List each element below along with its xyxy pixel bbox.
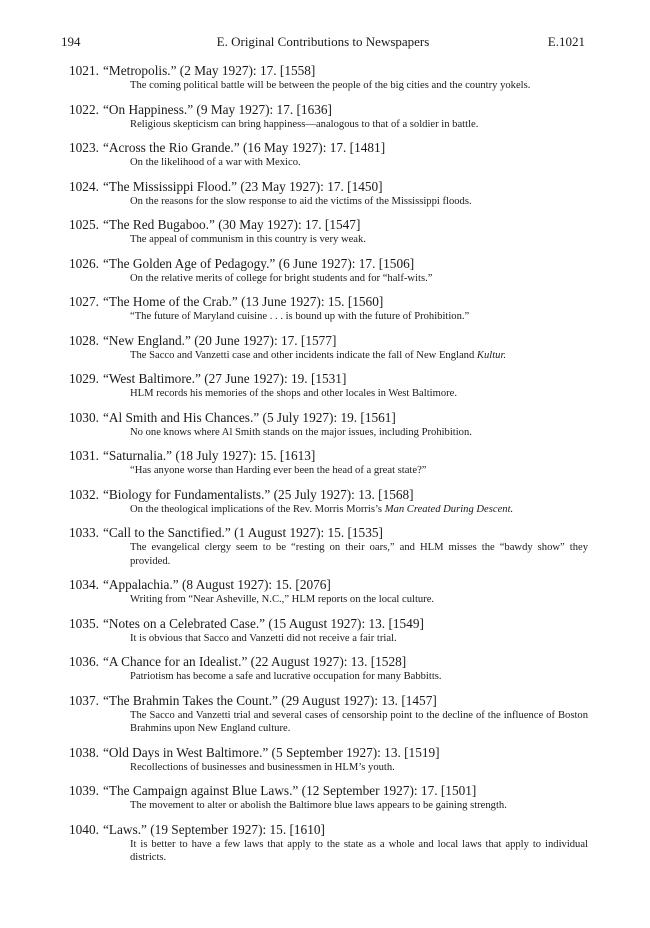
entry-title: “A Chance for an Idealist.” (22 August 1927): 13. [1528] xyxy=(103,654,407,669)
annotation-text: The Sacco and Vanzetti trial and several cases of censorship point to the decline of the influence of Boston Brahmins upon New England culture. xyxy=(130,709,588,734)
entry-heading xyxy=(0,744,650,761)
entry-annotation xyxy=(130,272,588,286)
entry-heading xyxy=(0,101,650,118)
entry-number: 1028. xyxy=(69,332,99,348)
entry-heading xyxy=(0,139,650,156)
entry-number: 1036. xyxy=(69,654,99,669)
entry-heading xyxy=(0,524,650,541)
bibliography-entry xyxy=(0,293,650,324)
running-title: E. Original Contributions to Newspapers xyxy=(216,34,430,49)
entry-title: “The Home of the Crab.” (13 June 1927): 15. [1560] xyxy=(103,294,384,309)
entry-number: 1025. xyxy=(69,217,99,232)
entry-number: 1039. xyxy=(69,783,99,798)
entry-title: “Appalachia.” (8 August 1927): 15. [2076] xyxy=(103,577,331,592)
entry-heading xyxy=(0,178,650,195)
entry-title: “Call to the Sanctified.” (1 August 1927): 15. [1535] xyxy=(103,525,383,540)
entry-title: “Notes on a Celebrated Case.” (15 August 1927): 13. [1549] xyxy=(103,615,424,631)
entry-annotation xyxy=(130,349,588,363)
entry-annotation xyxy=(130,541,588,568)
annotation-text: The coming political battle will be between the people of the big cities and the country yokels. xyxy=(130,80,531,91)
annotation-text: “The future of Maryland cuisine . . . is bound up with the future of Prohibition.” xyxy=(130,311,470,322)
annotation-text: The evangelical clergy seem to be “resting on their oars,” and HLM misses the “bawdy show” they provided. xyxy=(130,542,588,567)
bibliography-entries xyxy=(0,62,650,873)
bibliography-entry xyxy=(0,139,650,170)
entry-title: “The Campaign against Blue Laws.” (12 September 1927): 17. [1501] xyxy=(103,783,477,798)
annotation-italic-title: Kultur. xyxy=(476,349,507,361)
entry-heading xyxy=(0,653,650,670)
bibliography-entry xyxy=(0,216,650,247)
entry-range-ref: E.1021 xyxy=(547,34,585,49)
bibliography-entry xyxy=(0,370,650,401)
entry-title: “The Mississippi Flood.” (23 May 1927): 17. [1450] xyxy=(103,178,383,194)
entry-heading xyxy=(0,692,650,709)
annotation-text: Recollections of businesses and businessmen in HLM’s youth. xyxy=(130,761,395,773)
bibliography-entry xyxy=(0,332,650,363)
entry-title: “Old Days in West Baltimore.” (5 September 1927): 13. [1519] xyxy=(103,744,440,760)
entry-number: 1038. xyxy=(69,744,99,760)
entry-annotation xyxy=(130,761,588,775)
entry-title: “New England.” (20 June 1927): 17. [1577] xyxy=(103,332,337,348)
entry-annotation xyxy=(130,233,588,247)
entry-annotation xyxy=(130,426,588,440)
entry-heading xyxy=(0,409,650,426)
page-number: 194 xyxy=(61,34,81,49)
entry-title: “The Brahmin Takes the Count.” (29 August 1927): 13. [1457] xyxy=(103,692,437,708)
entry-number: 1021. xyxy=(69,63,99,78)
bibliography-entry xyxy=(0,101,650,132)
entry-annotation xyxy=(130,799,588,813)
entry-heading xyxy=(0,782,650,799)
entry-title: “Metropolis.” (2 May 1927): 17. [1558] xyxy=(103,63,316,78)
entry-heading xyxy=(0,216,650,233)
entry-number: 1031. xyxy=(69,448,99,463)
entry-number: 1026. xyxy=(69,255,99,271)
entry-annotation xyxy=(130,79,588,93)
entry-annotation xyxy=(130,310,588,324)
annotation-text: On the likelihood of a war with Mexico. xyxy=(130,157,301,168)
bibliography-entry xyxy=(0,615,650,646)
entry-heading xyxy=(0,447,650,464)
entry-number: 1040. xyxy=(69,821,99,837)
entry-heading xyxy=(0,576,650,593)
annotation-text: No one knows where Al Smith stands on the major issues, including Prohibition. xyxy=(130,426,472,438)
bibliography-entry xyxy=(0,447,650,478)
annotation-text: The Sacco and Vanzetti case and other incidents indicate the fall of New England xyxy=(130,349,477,361)
entry-number: 1037. xyxy=(69,692,99,708)
bibliography-entry xyxy=(0,255,650,286)
bibliography-entry xyxy=(0,744,650,775)
entry-annotation xyxy=(130,387,588,401)
annotation-text: The movement to alter or abolish the Baltimore blue laws appears to be gaining strength. xyxy=(130,800,507,811)
entry-title: “Across the Rio Grande.” (16 May 1927): 17. [1481] xyxy=(103,140,386,155)
entry-annotation xyxy=(130,156,588,170)
entry-annotation xyxy=(130,838,588,865)
entry-annotation xyxy=(130,709,588,736)
annotation-italic-title: Man Created During Descent. xyxy=(384,503,514,515)
annotation-text: Patriotism has become a safe and lucrative occupation for many Babbitts. xyxy=(130,671,442,682)
bibliography-entry xyxy=(0,486,650,517)
bibliography-entry xyxy=(0,692,650,736)
annotation-text: On the relative merits of college for bright students and for “half-wits.” xyxy=(130,272,433,284)
entry-heading xyxy=(0,821,650,838)
entry-title: “Laws.” (19 September 1927): 15. [1610] xyxy=(103,821,325,837)
entry-title: “On Happiness.” (9 May 1927): 17. [1636] xyxy=(103,101,332,117)
entry-title: “West Baltimore.” (27 June 1927): 19. [1531] xyxy=(103,371,347,386)
entry-heading xyxy=(0,293,650,310)
annotation-text: Religious skepticism can bring happiness—analogous to that of a soldier in battle. xyxy=(130,118,479,130)
entry-annotation xyxy=(130,503,588,517)
annotation-text: HLM records his memories of the shops and other locales in West Baltimore. xyxy=(130,388,457,399)
entry-number: 1023. xyxy=(69,140,99,155)
entry-number: 1030. xyxy=(69,409,99,425)
entry-heading xyxy=(0,332,650,349)
entry-annotation xyxy=(130,464,588,478)
bibliography-entry xyxy=(0,178,650,209)
entry-heading xyxy=(0,255,650,272)
annotation-text: It is obvious that Sacco and Vanzetti did not receive a fair trial. xyxy=(130,632,397,644)
page-header xyxy=(61,34,585,52)
entry-heading xyxy=(0,370,650,387)
entry-number: 1033. xyxy=(69,525,99,540)
entry-number: 1035. xyxy=(69,615,99,631)
bibliography-entry xyxy=(0,62,650,93)
entry-annotation xyxy=(130,118,588,132)
entry-annotation xyxy=(130,195,588,209)
entry-number: 1024. xyxy=(69,178,99,194)
annotation-text: On the theological implications of the Rev. Morris Morris’s xyxy=(130,503,385,515)
entry-number: 1029. xyxy=(69,371,99,386)
entry-heading xyxy=(0,615,650,632)
bibliography-entry xyxy=(0,409,650,440)
entry-number: 1034. xyxy=(69,577,99,592)
annotation-text: It is better to have a few laws that apply to the state as a whole and local laws that apply to individual districts. xyxy=(130,838,588,863)
entry-number: 1022. xyxy=(69,101,99,117)
bibliography-entry xyxy=(0,782,650,813)
bibliography-entry xyxy=(0,821,650,865)
entry-heading xyxy=(0,486,650,503)
annotation-text: On the reasons for the slow response to aid the victims of the Mississippi floods. xyxy=(130,195,472,207)
entry-number: 1027. xyxy=(69,294,99,309)
annotation-text: The appeal of communism in this country is very weak. xyxy=(130,234,366,245)
entry-annotation xyxy=(130,593,588,607)
annotation-text: “Has anyone worse than Harding ever been the head of a great state?” xyxy=(130,465,427,476)
bibliography-entry xyxy=(0,524,650,568)
entry-title: “Biology for Fundamentalists.” (25 July 1927): 13. [1568] xyxy=(103,486,414,502)
entry-title: “The Red Bugaboo.” (30 May 1927): 17. [1547] xyxy=(103,217,361,232)
bibliography-entry xyxy=(0,576,650,607)
bibliography-entry xyxy=(0,653,650,684)
annotation-text: Writing from “Near Asheville, N.C.,” HLM reports on the local culture. xyxy=(130,594,435,605)
entry-annotation xyxy=(130,670,588,684)
entry-heading xyxy=(0,62,650,79)
entry-number: 1032. xyxy=(69,486,99,502)
entry-annotation xyxy=(130,632,588,646)
entry-title: “Saturnalia.” (18 July 1927): 15. [1613] xyxy=(103,448,316,463)
entry-title: “Al Smith and His Chances.” (5 July 1927): 19. [1561] xyxy=(103,409,396,425)
entry-title: “The Golden Age of Pedagogy.” (6 June 1927): 17. [1506] xyxy=(103,255,415,271)
